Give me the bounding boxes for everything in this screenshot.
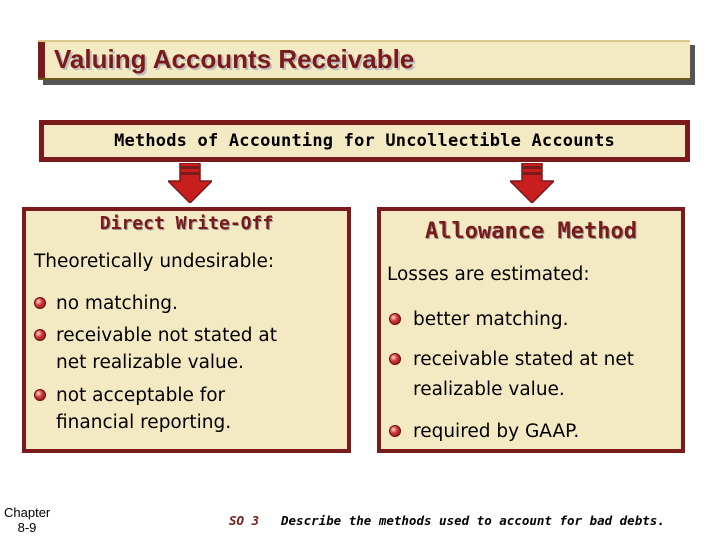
chapter-number: 8-9 [17, 520, 37, 535]
study-objective-label: SO 3 [229, 513, 260, 528]
right-down-arrow-icon [510, 163, 554, 203]
allowance-bullet-2-line-1: receivable stated at net [413, 349, 635, 370]
allowance-method-heading: Allowance Method [425, 219, 637, 244]
allowance-bullet-2-line-2: realizable value. [413, 379, 565, 400]
direct-write-off-heading: Direct Write-Off [99, 213, 274, 234]
allowance-intro: Losses are estimated: [387, 264, 590, 285]
left-down-arrow-icon [168, 163, 212, 203]
direct-bullet-3-line-1: not acceptable for [56, 385, 226, 406]
bullet-icon [34, 297, 46, 309]
bullet-icon [34, 329, 46, 341]
direct-intro: Theoretically undesirable: [34, 251, 275, 272]
bullet-icon [34, 389, 46, 401]
allowance-method-panel [377, 207, 685, 453]
direct-write-off-panel [22, 207, 351, 453]
methods-heading: Methods of Accounting for Uncollectible Accounts [114, 131, 615, 151]
direct-bullet-1-line-1: no matching. [56, 293, 178, 314]
title-bar [38, 40, 690, 80]
direct-bullet-3-line-2: financial reporting. [56, 412, 232, 433]
bullet-icon [389, 425, 401, 437]
direct-bullet-2-line-2: net realizable value. [56, 352, 245, 373]
title-accent-bar [38, 42, 45, 78]
bullet-icon [389, 313, 401, 325]
slide-title: Valuing Accounts Receivable [54, 44, 415, 74]
allowance-bullet-3-line-1: required by GAAP. [413, 421, 580, 442]
allowance-bullet-1-line-1: better matching. [413, 309, 569, 330]
chapter-label-text: Chapter [4, 505, 51, 520]
bullet-icon [389, 353, 401, 365]
direct-bullet-2-line-1: receivable not stated at [56, 325, 277, 346]
methods-banner [39, 120, 690, 162]
chapter-label [4, 505, 50, 535]
study-objective-text: Describe the methods used to account for bad debts. [281, 513, 665, 528]
